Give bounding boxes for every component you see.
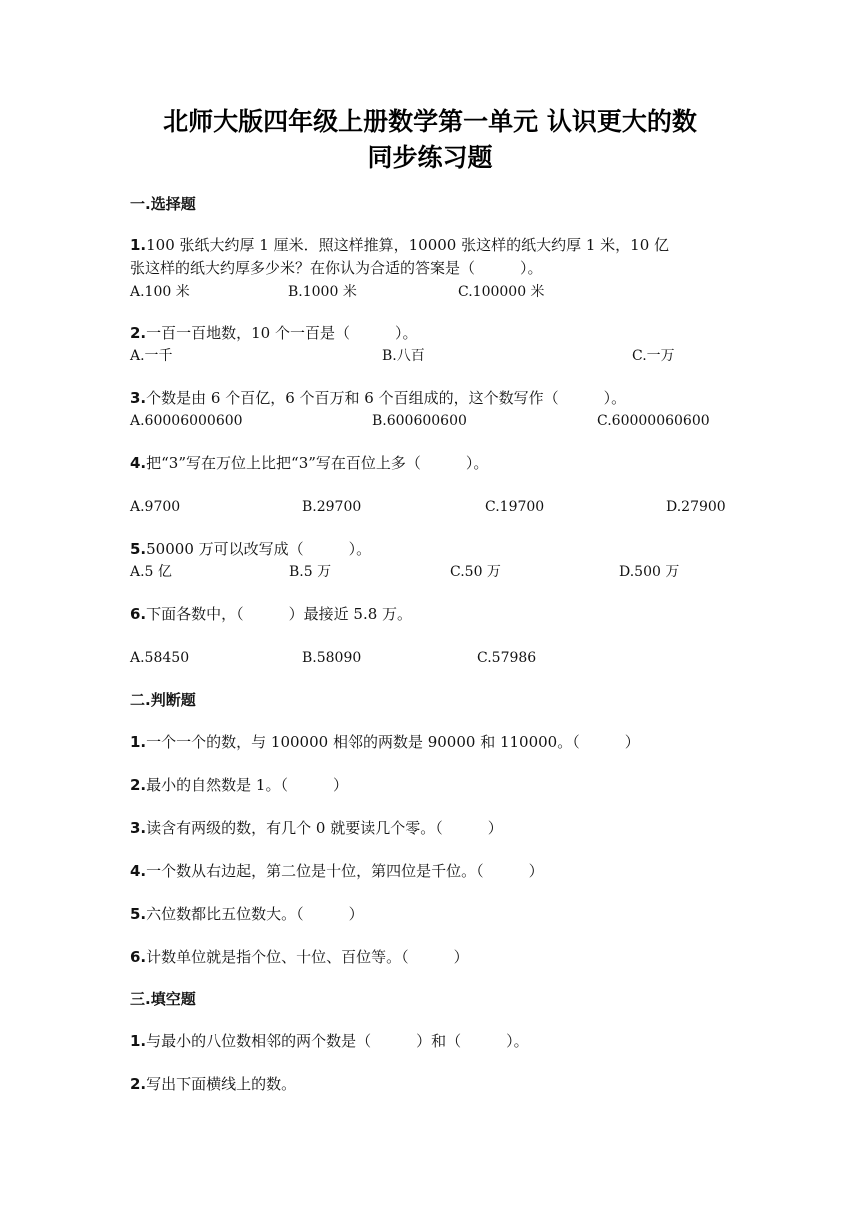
section-heading-choice: 一.选择题 xyxy=(130,195,196,213)
option-d: D.500 万 xyxy=(619,564,680,580)
question-number: 1. xyxy=(130,1032,147,1050)
question-number: 4. xyxy=(130,862,147,880)
question-number: 5. xyxy=(130,905,147,923)
option-b: B.600600600 xyxy=(372,413,467,429)
question-number: 4. xyxy=(130,454,147,472)
option-c: C.50 万 xyxy=(450,564,501,580)
question-text: 个数是由 6 个百亿，6 个百万和 6 个百组成的，这个数写作（ ）。 xyxy=(146,389,627,407)
question-number: 6. xyxy=(130,605,147,623)
option-b: B.1000 米 xyxy=(288,284,357,300)
question-text: 写出下面横线上的数。 xyxy=(146,1075,297,1093)
option-a: A.58450 xyxy=(130,650,190,666)
question-text: 最小的自然数是 1。（ ） xyxy=(146,776,348,794)
judge-question-1 xyxy=(130,731,740,754)
choice-question-6-options xyxy=(130,647,740,669)
option-c: C.100000 米 xyxy=(458,284,545,300)
option-c: C.60000060600 xyxy=(597,413,710,429)
choice-question-2-options xyxy=(130,345,740,367)
judge-question-4 xyxy=(130,860,740,883)
option-b: B.5 万 xyxy=(289,564,332,580)
option-a: A.5 亿 xyxy=(130,564,172,580)
section-heading-fill: 三.填空题 xyxy=(130,990,196,1008)
option-c: C.一万 xyxy=(632,348,675,364)
option-a: A.60006000600 xyxy=(130,413,243,429)
question-text: 读含有两级的数，有几个 0 就要读几个零。（ ） xyxy=(146,819,503,837)
choice-question-2 xyxy=(130,322,740,345)
question-number: 6. xyxy=(130,948,147,966)
choice-question-1-line2: 张这样的纸大约厚多少米？在你认为合适的答案是（ ）。 xyxy=(130,259,543,277)
question-text: 把“3”写在万位上比把“3”写在百位上多（ ）。 xyxy=(146,454,489,472)
question-text: 六位数都比五位数大。（ ） xyxy=(146,905,364,923)
question-number: 2. xyxy=(130,776,147,794)
question-text: 计数单位就是指个位、十位、百位等。（ ） xyxy=(146,948,469,966)
question-number: 5. xyxy=(130,540,147,558)
choice-question-5 xyxy=(130,538,740,561)
question-text: 一个数从右边起，第二位是十位，第四位是千位。（ ） xyxy=(146,862,544,880)
question-text: 一个一个的数，与 100000 相邻的两数是 90000 和 110000。（ ） xyxy=(146,733,640,751)
question-number: 1. xyxy=(130,733,147,751)
section-heading-judge: 二.判断题 xyxy=(130,691,196,709)
option-b: B.八百 xyxy=(382,348,425,364)
question-text: 50000 万可以改写成（ ）。 xyxy=(146,540,372,558)
page-title-line1: 北师大版四年级上册数学第一单元 认识更大的数 xyxy=(163,107,697,136)
judge-question-3 xyxy=(130,817,740,840)
question-number: 2. xyxy=(130,1075,147,1093)
choice-question-4 xyxy=(130,452,740,475)
option-c: C.19700 xyxy=(485,499,545,515)
choice-question-5-options xyxy=(130,561,740,583)
judge-question-6 xyxy=(130,946,740,969)
question-text: 一百一百地数，10 个一百是（ ）。 xyxy=(146,324,418,342)
fill-question-2 xyxy=(130,1073,740,1096)
question-text: 与最小的八位数相邻的两个数是（ ）和（ ）。 xyxy=(146,1032,529,1050)
option-a: A.100 米 xyxy=(130,284,190,300)
choice-question-3 xyxy=(130,387,740,410)
question-number: 1. xyxy=(130,236,147,254)
choice-question-1-line1 xyxy=(130,234,740,257)
question-text: 100 张纸大约厚 1 厘米．照这样推算，10000 张这样的纸大约厚 1 米，10 亿 xyxy=(146,236,670,254)
judge-question-5 xyxy=(130,903,740,926)
choice-question-4-options xyxy=(130,496,740,518)
option-b: B.29700 xyxy=(302,499,362,515)
option-d: D.27900 xyxy=(666,499,726,515)
fill-question-1 xyxy=(130,1030,740,1053)
choice-question-6 xyxy=(130,603,740,626)
choice-question-3-options xyxy=(130,410,740,432)
option-a: A.一千 xyxy=(130,348,173,364)
question-number: 2. xyxy=(130,324,147,342)
choice-question-1-options xyxy=(130,281,740,303)
option-b: B.58090 xyxy=(302,650,362,666)
option-c: C.57986 xyxy=(477,650,537,666)
question-text: 下面各数中，（ ）最接近 5.8 万。 xyxy=(146,605,413,623)
judge-question-2 xyxy=(130,774,740,797)
question-number: 3. xyxy=(130,819,147,837)
question-number: 3. xyxy=(130,389,147,407)
page-title-line2: 同步练习题 xyxy=(367,143,493,172)
option-a: A.9700 xyxy=(130,499,181,515)
